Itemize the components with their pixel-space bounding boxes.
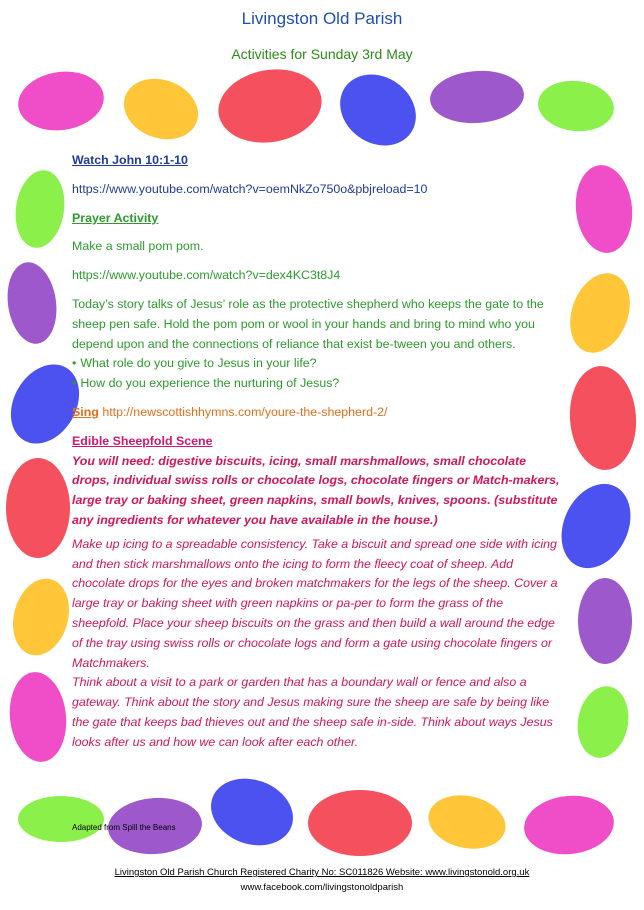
jellybean-green (572, 682, 634, 762)
jellybean-red (6, 458, 70, 558)
jellybean-red (308, 790, 412, 856)
jellybean-orange (423, 788, 510, 855)
sing-label: Sing (72, 404, 99, 419)
jellybean-purple (578, 578, 632, 664)
facebook-link[interactable]: www.facebook.com/livingstonoldparish (240, 882, 404, 893)
prayer-question: • What role do you give to Jesus in your life? (72, 354, 562, 374)
sing-line (72, 403, 562, 423)
prayer-heading: Prayer Activity (72, 210, 159, 225)
credit-note: Adapted from Spill the Beans (72, 823, 176, 832)
sheepfold-method: Make up icing to a spreadable consistency. Take a biscuit and spread one side with icing and then stick marshmallows onto the icing to form the fleecy coat of sheep. Add chocolate drops for the eyes and broken matchmakers for the legs of the sheep. Cover a large tray or baking sheet with green napkins or pa-per to form the grass of the sheepfold. Place your sheep biscuits on the grass and then build a wall around the edge of the tray using swiss rolls or chocolate logs and form a gate using chocolate fingers or Matchmakers. (72, 536, 558, 670)
page-footer (0, 865, 644, 895)
jellybean-pink (5, 669, 70, 764)
jellybean-green (11, 167, 69, 251)
jellybean-blue (326, 60, 429, 160)
sing-link[interactable]: http://newscottishhymns.com/youre-the-shepherd-2/ (102, 404, 388, 419)
jellybean-orange (560, 265, 641, 361)
jellybean-green (536, 77, 617, 135)
jellybean-red (566, 364, 639, 472)
prayer-instruction: Make a small pom pom. (72, 239, 204, 254)
website-link[interactable]: www.livingstonold.org.uk (425, 867, 530, 878)
sheepfold-reflection: Think about a visit to a park or garden that has a boundary wall or fence and also a gateway. Think about the story and Jesus making sure the sheep are safe by being like the gate that keeps bad thieves out and the sheep safe in-side. Think about ways Jesus looks after us and how we can look after each other. (72, 675, 553, 749)
prayer-question: • How do you experience the nurturing of Jesus? (72, 374, 562, 394)
prayer-link[interactable]: https://www.youtube.com/watch?v=dex4KC3t8J4 (72, 268, 341, 283)
watch-heading: Watch John 10:1-10 (72, 153, 188, 167)
prayer-body: Today’s story talks of Jesus’ role as the protective shepherd who keeps the gate to the sheep pen safe. Hold the pom pom or wool in your hands and bring to mind who you depend upon and the connections of reliance that exist be-tween you and others. (72, 296, 544, 351)
jellybean-purple (3, 259, 62, 347)
jellybean-red (213, 62, 328, 151)
page-subtitle: Activities for Sunday 3rd May (231, 46, 413, 62)
watch-link[interactable]: https://www.youtube.com/watch?v=oemNkZo750o&pbjreload=10 (72, 181, 428, 196)
sheepfold-heading: Edible Sheepfold Scene (72, 433, 213, 448)
jellybean-blue (202, 768, 303, 857)
jellybean-pink (572, 162, 637, 255)
jellybean-pink (521, 791, 617, 858)
page-title: Livingston Old Parish (241, 9, 403, 28)
jellybean-orange (115, 69, 206, 149)
jellybean-pink (14, 66, 107, 135)
sheepfold-ingredients: You will need: digestive biscuits, icing, small marshmallows, small chocolate drops, individual swiss rolls or chocolate logs, chocolate fingers or Match-makers, large tray or baking sheet, green napkins, small bowls, knives, spoons. (substitute any ingredients for whatever you have available in the house.) (72, 453, 560, 527)
jellybean-purple (428, 68, 525, 126)
prayer-questions (72, 354, 562, 394)
jellybean-blue (548, 473, 643, 580)
charity-line (0, 865, 644, 880)
activities-content (72, 151, 562, 753)
jellybean-orange (5, 572, 77, 661)
charity-text: Livingston Old Parish Church Registered Charity No: SC011826 Website: (114, 867, 426, 878)
jellybean-green (18, 796, 104, 842)
